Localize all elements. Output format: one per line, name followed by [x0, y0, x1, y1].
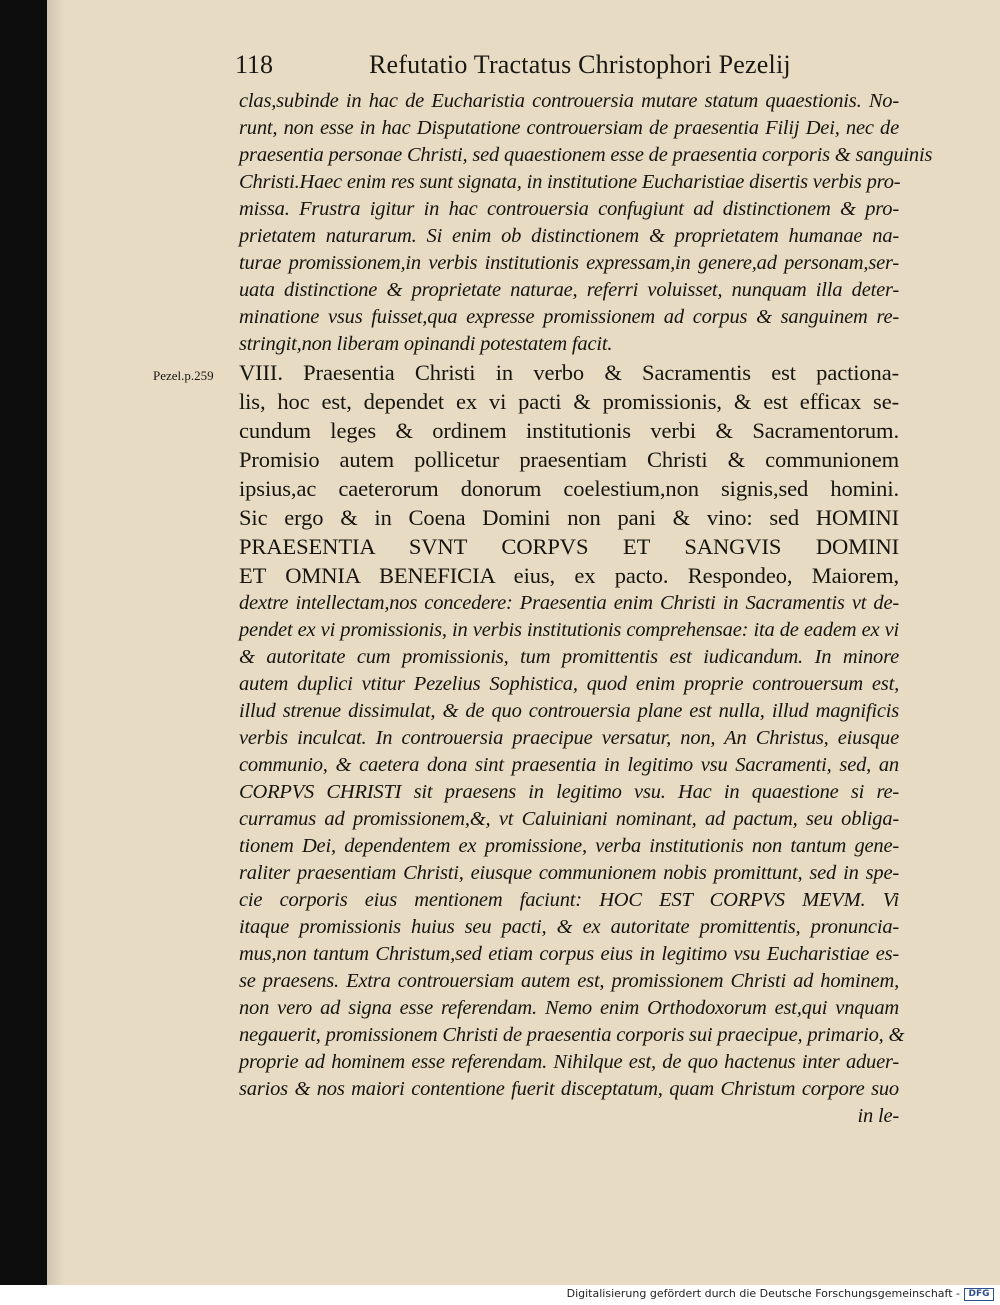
text-line: itaque promissionis huius seu pacti, & ex autoritate promittentis, pronuncia-: [239, 916, 899, 938]
text-line: cie corporis eius mentionem faciunt: HOC EST CORPVS MEVM. Vi: [239, 889, 899, 911]
text-line: dextre intellectam,nos concedere: Praesentia enim Christi in Sacramentis vt de-: [239, 592, 899, 614]
text-line: ET OMNIA BENEFICIA eius, ex pacto. Respondeo, Maiorem,: [239, 563, 899, 588]
text-line: minatione vsus fuisset,qua expresse promissionem ad corpus & sanguinem re-: [239, 306, 899, 328]
text-line: pendet ex vi promissionis, in verbis institutionis comprehensae: ita de eadem ex vi: [239, 619, 899, 641]
footer-bar: [0, 1285, 1000, 1305]
text-line: se praesens. Extra controuersiam autem est, promissionem Christi ad hominem,: [239, 970, 899, 992]
text-line: raliter praesentiam Christi, eiusque communionem nobis promittunt, sed in spe-: [239, 862, 899, 884]
text-line: uata distinctione & proprietate naturae, referri voluisset, nunquam illa deter-: [239, 279, 899, 301]
dfg-logo: DFG: [964, 1288, 994, 1301]
margin-note: Pezel.p.259: [153, 368, 214, 383]
text-line: runt, non esse in hac Disputatione controuersiam de praesentia Filij Dei, nec de: [239, 117, 899, 139]
text-line: lis, hoc est, dependet ex vi pacti & promissionis, & est efficax se-: [239, 389, 899, 414]
text-line: proprie ad hominem esse referendam. Nihilque est, de quo hactenus inter aduer-: [239, 1051, 899, 1073]
text-line: non vero ad signa esse referendam. Nemo enim Orthodoxorum est,qui vnquam: [239, 997, 899, 1019]
text-line: curramus ad promissionem,&, vt Caluiniani nominant, ad pactum, seu obliga-: [239, 808, 899, 830]
page-header: [235, 50, 955, 84]
text-line: sarios & nos maiori contentione fuerit disceptatum, quam Christum corpore suo: [239, 1078, 899, 1100]
text-line: prietatem naturarum. Si enim ob distinctionem & proprietatem humanae na-: [239, 225, 899, 247]
text-line: turae promissionem,in verbis institutionis expressam,in genere,ad personam,ser-: [239, 252, 899, 274]
text-line: communio, & caetera dona sint praesentia in legitimo vsu Sacramenti, sed, an: [239, 754, 899, 776]
text-line: PRAESENTIA SVNT CORPVS ET SANGVIS DOMINI: [239, 534, 899, 559]
text-line: clas,subinde in hac de Eucharistia controuersia mutare statum quaestionis. No-: [239, 90, 899, 112]
text-line: mus,non tantum Christum,sed etiam corpus eius in legitimo vsu Eucharistiae es-: [239, 943, 899, 965]
text-line: autem duplici vtitur Pezelius Sophistica, quod enim proprie controuersum est,: [239, 673, 899, 695]
text-line: Christi.Haec enim res sunt signata, in institutione Eucharistiae disertis verbis pro-: [239, 171, 901, 193]
page-number: 118: [235, 50, 274, 79]
running-title: Refutatio Tractatus Christophori Pezelij: [369, 50, 791, 79]
text-line: stringit,non liberam opinandi potestatem facit.: [239, 333, 613, 355]
digitization-credit: Digitalisierung gefördert durch die Deutsche Forschungsgemeinschaft -: [566, 1287, 960, 1300]
text-line: in le-: [857, 1105, 899, 1127]
text-line: Promisio autem pollicetur praesentiam Christi & communionem: [239, 447, 899, 472]
body-text: [239, 88, 933, 1130]
text-line: praesentia personae Christi, sed quaestionem esse de praesentia corporis & sanguinis: [239, 144, 933, 166]
text-line: cundum leges & ordinem institutionis verbi & Sacramentorum.: [239, 418, 899, 443]
text-line: verbis inculcat. In controuersia praecipue versatur, non, An Christus, eiusque: [239, 727, 899, 749]
text-line: CORPVS CHRISTI sit praesens in legitimo vsu. Hac in quaestione si re-: [239, 781, 899, 803]
text-line: tionem Dei, dependentem ex promissione, verba institutionis non tantum gene-: [239, 835, 899, 857]
text-line: ipsius,ac caeterorum donorum coelestium,non signis,sed homini.: [239, 476, 899, 501]
text-line: missa. Frustra igitur in hac controuersia confugiunt ad distinctionem & pro-: [239, 198, 899, 220]
text-line: & autoritate cum promissionis, tum promittentis est iudicandum. In minore: [239, 646, 899, 668]
text-line: VIII. Praesentia Christi in verbo & Sacramentis est pactiona-: [239, 360, 899, 385]
text-line: negauerit, promissionem Christi de praesentia corporis sui praecipue, primario, &: [239, 1024, 905, 1046]
text-line: illud strenue dissimulat, & de quo controuersia plane est nulla, illud magnificis: [239, 700, 899, 722]
text-line: Sic ergo & in Coena Domini non pani & vino: sed HOMINI: [239, 505, 899, 530]
